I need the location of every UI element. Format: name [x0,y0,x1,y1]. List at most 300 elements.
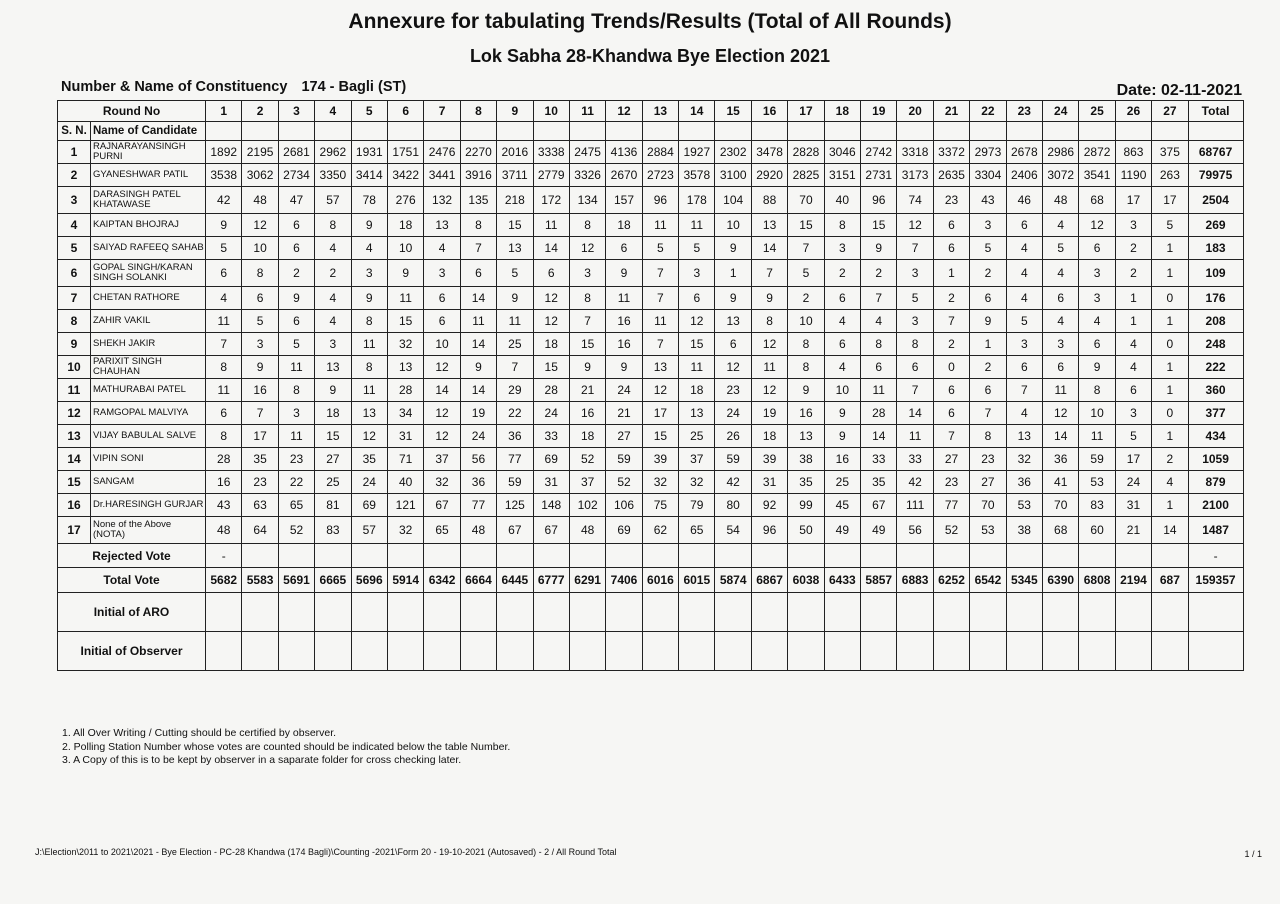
vote-cell: 64 [242,517,278,544]
vote-cell: 60 [1079,517,1115,544]
vote-cell: 23 [933,187,969,214]
candidate-name: SHEKH JAKIR [91,333,206,356]
vote-cell: 18 [533,333,569,356]
vote-cell: 7 [642,260,678,287]
vote-cell: 3372 [933,141,969,164]
vote-cell: 4 [1006,402,1042,425]
candidate-name: RAMGOPAL MALVIYA [91,402,206,425]
round-number-cell: 20 [897,101,933,122]
round-number-cell: 24 [1043,101,1079,122]
vote-cell: 29 [497,379,533,402]
vote-cell: 12 [1079,214,1115,237]
vote-cell: 3711 [497,164,533,187]
vote-cell: 11 [1043,379,1079,402]
empty-cell [387,632,423,671]
vote-cell: 8 [970,425,1006,448]
vote-cell: 13 [642,356,678,379]
vote-cell: 3 [424,260,460,287]
vote-cell: 11 [351,333,387,356]
vote-cell: 11 [351,379,387,402]
vote-cell: 3304 [970,164,1006,187]
vote-cell: 7 [861,287,897,310]
candidate-total: 269 [1188,214,1243,237]
candidate-row [58,379,1244,402]
empty-cell [242,593,278,632]
empty-cell [642,122,678,141]
vote-cell: 6 [460,260,496,287]
vote-cell: 6 [824,333,860,356]
round-number-cell: 9 [497,101,533,122]
vote-cell: 39 [751,448,787,471]
empty-cell [1043,593,1079,632]
vote-cell: 52 [933,517,969,544]
vote-cell: 42 [897,471,933,494]
vote-cell: 57 [351,517,387,544]
vote-cell: 31 [1115,494,1151,517]
empty-cell [1152,593,1188,632]
vote-cell: 70 [1043,494,1079,517]
total-vote-cell: 5682 [206,568,242,593]
vote-cell: 67 [497,517,533,544]
vote-cell: 43 [206,494,242,517]
total-vote-row [58,568,1244,593]
vote-cell: 157 [606,187,642,214]
vote-cell: 6 [1079,237,1115,260]
vote-cell: 52 [278,517,314,544]
vote-cell: 5 [642,237,678,260]
vote-cell: 2476 [424,141,460,164]
vote-cell: 3072 [1043,164,1079,187]
vote-cell: 1190 [1115,164,1151,187]
vote-cell: 77 [460,494,496,517]
vote-cell: 31 [387,425,423,448]
empty-cell [679,122,715,141]
vote-cell: 3541 [1079,164,1115,187]
vote-cell: 6 [1115,379,1151,402]
round-number-cell: 6 [387,101,423,122]
candidate-name: CHETAN RATHORE [91,287,206,310]
vote-cell: 42 [206,187,242,214]
vote-cell: 36 [497,425,533,448]
empty-cell [933,122,969,141]
empty-cell [1188,632,1243,671]
vote-cell: 5 [1043,237,1079,260]
vote-cell: 6 [424,310,460,333]
vote-cell: 1 [1152,237,1188,260]
vote-cell: 4 [1079,310,1115,333]
vote-cell: 2920 [751,164,787,187]
empty-cell [460,593,496,632]
vote-cell: 10 [387,237,423,260]
total-vote-cell: 6445 [497,568,533,593]
vote-cell: 24 [460,425,496,448]
vote-cell: 8 [569,214,605,237]
candidate-total: 434 [1188,425,1243,448]
vote-cell: 37 [679,448,715,471]
round-number-cell: 8 [460,101,496,122]
vote-cell: 1 [1152,356,1188,379]
rejected-vote-cell: - [206,544,242,568]
candidate-name: KAIPTAN BHOJRAJ [91,214,206,237]
total-vote-cell: 5583 [242,568,278,593]
empty-cell [679,593,715,632]
vote-cell: 11 [533,214,569,237]
vote-cell: 6 [1006,214,1042,237]
vote-cell: 16 [242,379,278,402]
vote-cell: 11 [679,356,715,379]
candidate-row [58,237,1244,260]
vote-cell: 23 [970,448,1006,471]
vote-cell: 7 [642,287,678,310]
vote-cell: 13 [351,402,387,425]
vote-cell: 2962 [315,141,351,164]
initial-observer-label: Initial of Observer [58,632,206,671]
vote-cell: 14 [533,237,569,260]
empty-cell [497,632,533,671]
empty-cell [933,544,969,568]
empty-cell [824,544,860,568]
empty-cell [497,122,533,141]
vote-cell: 4 [315,310,351,333]
empty-cell [533,593,569,632]
empty-cell [897,544,933,568]
empty-cell [1043,122,1079,141]
candidate-total: 2504 [1188,187,1243,214]
vote-cell: 9 [970,310,1006,333]
vote-cell: 35 [788,471,824,494]
vote-cell: 9 [715,287,751,310]
vote-cell: 15 [788,214,824,237]
vote-cell: 14 [460,287,496,310]
vote-cell: 3 [970,214,1006,237]
vote-cell: 2681 [278,141,314,164]
empty-cell [861,122,897,141]
vote-cell: 96 [642,187,678,214]
candidate-sn: 10 [58,356,91,379]
candidate-total: 248 [1188,333,1243,356]
vote-cell: 17 [642,402,678,425]
candidate-name: None of the Above (NOTA) [91,517,206,544]
vote-cell: 48 [569,517,605,544]
vote-cell: 5 [970,237,1006,260]
vote-cell: 2742 [861,141,897,164]
vote-cell: 63 [242,494,278,517]
vote-cell: 15 [533,356,569,379]
vote-cell: 9 [315,379,351,402]
total-vote-cell: 7406 [606,568,642,593]
vote-cell: 2 [315,260,351,287]
empty-cell [606,593,642,632]
total-vote-cell: 6433 [824,568,860,593]
vote-cell: 1 [1115,287,1151,310]
vote-cell: 43 [970,187,1006,214]
empty-cell [533,544,569,568]
candidate-row [58,187,1244,214]
vote-cell: 15 [679,333,715,356]
empty-cell [387,544,423,568]
vote-cell: 12 [1043,402,1079,425]
vote-cell: 6 [933,402,969,425]
candidate-total: 377 [1188,402,1243,425]
footer-file-path: J:\Election\2011 to 2021\2021 - Bye Election - PC-28 Khandwa (174 Bagli)\Counting -2021\Form 20 - 19-10-2021 (Autosaved) - 2 / All Round Total [35,847,617,857]
vote-cell: 67 [424,494,460,517]
rejected-vote-total: - [1188,544,1243,568]
vote-cell: 28 [861,402,897,425]
sn-label: S. N. [58,122,91,141]
vote-cell: 1 [1152,260,1188,287]
vote-cell: 69 [606,517,642,544]
vote-cell: 9 [460,356,496,379]
vote-cell: 7 [970,402,1006,425]
vote-cell: 17 [1152,187,1188,214]
vote-cell: 1751 [387,141,423,164]
vote-cell: 3338 [533,141,569,164]
vote-cell: 40 [387,471,423,494]
vote-cell: 16 [824,448,860,471]
vote-cell: 24 [1115,471,1151,494]
vote-cell: 1 [970,333,1006,356]
vote-cell: 77 [933,494,969,517]
vote-cell: 6 [933,237,969,260]
vote-cell: 18 [679,379,715,402]
vote-cell: 9 [1079,356,1115,379]
round-number-cell: 19 [861,101,897,122]
vote-cell: 11 [278,425,314,448]
empty-cell [1079,544,1115,568]
round-number-cell: 15 [715,101,751,122]
vote-cell: 23 [715,379,751,402]
vote-cell: 39 [642,448,678,471]
vote-cell: 2 [1152,448,1188,471]
vote-cell: 45 [824,494,860,517]
vote-cell: 13 [315,356,351,379]
vote-cell: 28 [533,379,569,402]
vote-cell: 863 [1115,141,1151,164]
candidate-sn: 4 [58,214,91,237]
vote-cell: 40 [824,187,860,214]
candidate-total: 183 [1188,237,1243,260]
empty-cell [824,632,860,671]
vote-cell: 96 [751,517,787,544]
vote-cell: 11 [1079,425,1115,448]
vote-cell: 38 [1006,517,1042,544]
empty-cell [824,593,860,632]
vote-cell: 3 [1079,260,1115,287]
vote-cell: 1 [1152,494,1188,517]
vote-cell: 6 [824,287,860,310]
vote-cell: 9 [824,425,860,448]
vote-cell: 1 [1152,379,1188,402]
candidate-row [58,356,1244,379]
total-vote-cell: 687 [1152,568,1188,593]
candidate-name: RAJNARAYANSINGH PURNI [91,141,206,164]
total-vote-cell: 5874 [715,568,751,593]
vote-cell: 24 [533,402,569,425]
vote-cell: 2731 [861,164,897,187]
vote-cell: 4 [1115,356,1151,379]
vote-cell: 7 [242,402,278,425]
vote-cell: 77 [497,448,533,471]
vote-cell: 9 [715,237,751,260]
empty-cell [242,544,278,568]
candidate-sn: 17 [58,517,91,544]
round-number-cell: 18 [824,101,860,122]
document-subtitle: Lok Sabha 28-Khandwa Bye Election 2021 [469,46,831,66]
vote-cell: 3326 [569,164,605,187]
vote-cell: 7 [642,333,678,356]
vote-cell: 14 [897,402,933,425]
vote-cell: 18 [315,402,351,425]
vote-cell: 16 [206,471,242,494]
vote-cell: 28 [206,448,242,471]
vote-cell: 11 [206,379,242,402]
results-table [57,100,1244,671]
vote-cell: 8 [351,356,387,379]
vote-cell: 59 [715,448,751,471]
empty-cell [242,632,278,671]
vote-cell: 7 [933,425,969,448]
vote-cell: 3 [1079,287,1115,310]
vote-cell: 13 [424,214,460,237]
vote-cell: 178 [679,187,715,214]
initial-aro-row [58,593,1244,632]
empty-cell [569,122,605,141]
vote-cell: 5 [242,310,278,333]
candidate-name: SANGAM [91,471,206,494]
vote-cell: 3350 [315,164,351,187]
total-vote-cell: 5696 [351,568,387,593]
vote-cell: 1 [1115,310,1151,333]
empty-cell [1152,632,1188,671]
candidate-total: 176 [1188,287,1243,310]
vote-cell: 9 [497,287,533,310]
vote-cell: 3 [242,333,278,356]
vote-cell: 3478 [751,141,787,164]
candidate-name: PARIXIT SINGH CHAUHAN [91,356,206,379]
candidate-row [58,214,1244,237]
vote-cell: 111 [897,494,933,517]
vote-cell: 8 [1079,379,1115,402]
vote-cell: 1 [933,260,969,287]
vote-cell: 1892 [206,141,242,164]
vote-cell: 7 [569,310,605,333]
vote-cell: 6 [278,310,314,333]
vote-cell: 11 [387,287,423,310]
vote-cell: 6 [206,402,242,425]
vote-cell: 2973 [970,141,1006,164]
vote-cell: 17 [242,425,278,448]
vote-cell: 9 [606,260,642,287]
vote-cell: 65 [424,517,460,544]
vote-cell: 71 [387,448,423,471]
vote-cell: 6 [1079,333,1115,356]
empty-cell [861,632,897,671]
empty-cell [278,593,314,632]
vote-cell: 8 [788,333,824,356]
vote-cell: 2302 [715,141,751,164]
vote-cell: 0 [1152,287,1188,310]
candidate-sn: 2 [58,164,91,187]
grand-total: 159357 [1188,568,1243,593]
empty-cell [606,632,642,671]
vote-cell: 35 [351,448,387,471]
vote-cell: 12 [897,214,933,237]
vote-cell: 6 [933,379,969,402]
total-vote-cell: 6015 [679,568,715,593]
vote-cell: 42 [715,471,751,494]
vote-cell: 15 [861,214,897,237]
vote-cell: 7 [206,333,242,356]
vote-cell: 8 [351,310,387,333]
vote-cell: 7 [751,260,787,287]
candidate-row [58,448,1244,471]
candidate-name: GYANESHWAR PATIL [91,164,206,187]
vote-cell: 6 [206,260,242,287]
round-number-cell: 13 [642,101,678,122]
empty-cell [315,632,351,671]
empty-cell [715,544,751,568]
vote-cell: 18 [569,425,605,448]
vote-cell: 26 [715,425,751,448]
vote-cell: 3 [351,260,387,287]
vote-cell: 9 [351,287,387,310]
vote-cell: 16 [606,310,642,333]
candidate-row [58,141,1244,164]
candidate-total: 2100 [1188,494,1243,517]
vote-cell: 24 [351,471,387,494]
vote-cell: 56 [460,448,496,471]
vote-cell: 9 [788,379,824,402]
round-number-cell: 17 [788,101,824,122]
vote-cell: 4 [861,310,897,333]
vote-cell: 2 [824,260,860,287]
vote-cell: 8 [242,260,278,287]
empty-cell [861,593,897,632]
vote-cell: 4136 [606,141,642,164]
empty-cell [242,122,278,141]
candidate-total: 1487 [1188,517,1243,544]
vote-cell: 9 [242,356,278,379]
vote-cell: 8 [824,214,860,237]
vote-cell: 263 [1152,164,1188,187]
empty-cell [679,632,715,671]
vote-cell: 8 [861,333,897,356]
vote-cell: 10 [1079,402,1115,425]
candidate-name: Dr.HARESINGH GURJAR [91,494,206,517]
vote-cell: 83 [1079,494,1115,517]
footer-page-number: 1 / 1 [1244,849,1262,859]
vote-cell: 12 [242,214,278,237]
vote-cell: 7 [1006,379,1042,402]
vote-cell: 68 [1043,517,1079,544]
empty-cell [1079,632,1115,671]
vote-cell: 11 [751,356,787,379]
vote-cell: 25 [824,471,860,494]
empty-cell [970,544,1006,568]
vote-cell: 6 [278,214,314,237]
vote-cell: 81 [315,494,351,517]
vote-cell: 32 [1006,448,1042,471]
empty-cell [424,593,460,632]
round-number-cell: 7 [424,101,460,122]
vote-cell: 13 [788,425,824,448]
vote-cell: 15 [387,310,423,333]
vote-cell: 13 [751,214,787,237]
vote-cell: 14 [424,379,460,402]
vote-cell: 9 [278,287,314,310]
empty-cell [970,632,1006,671]
empty-cell [424,544,460,568]
